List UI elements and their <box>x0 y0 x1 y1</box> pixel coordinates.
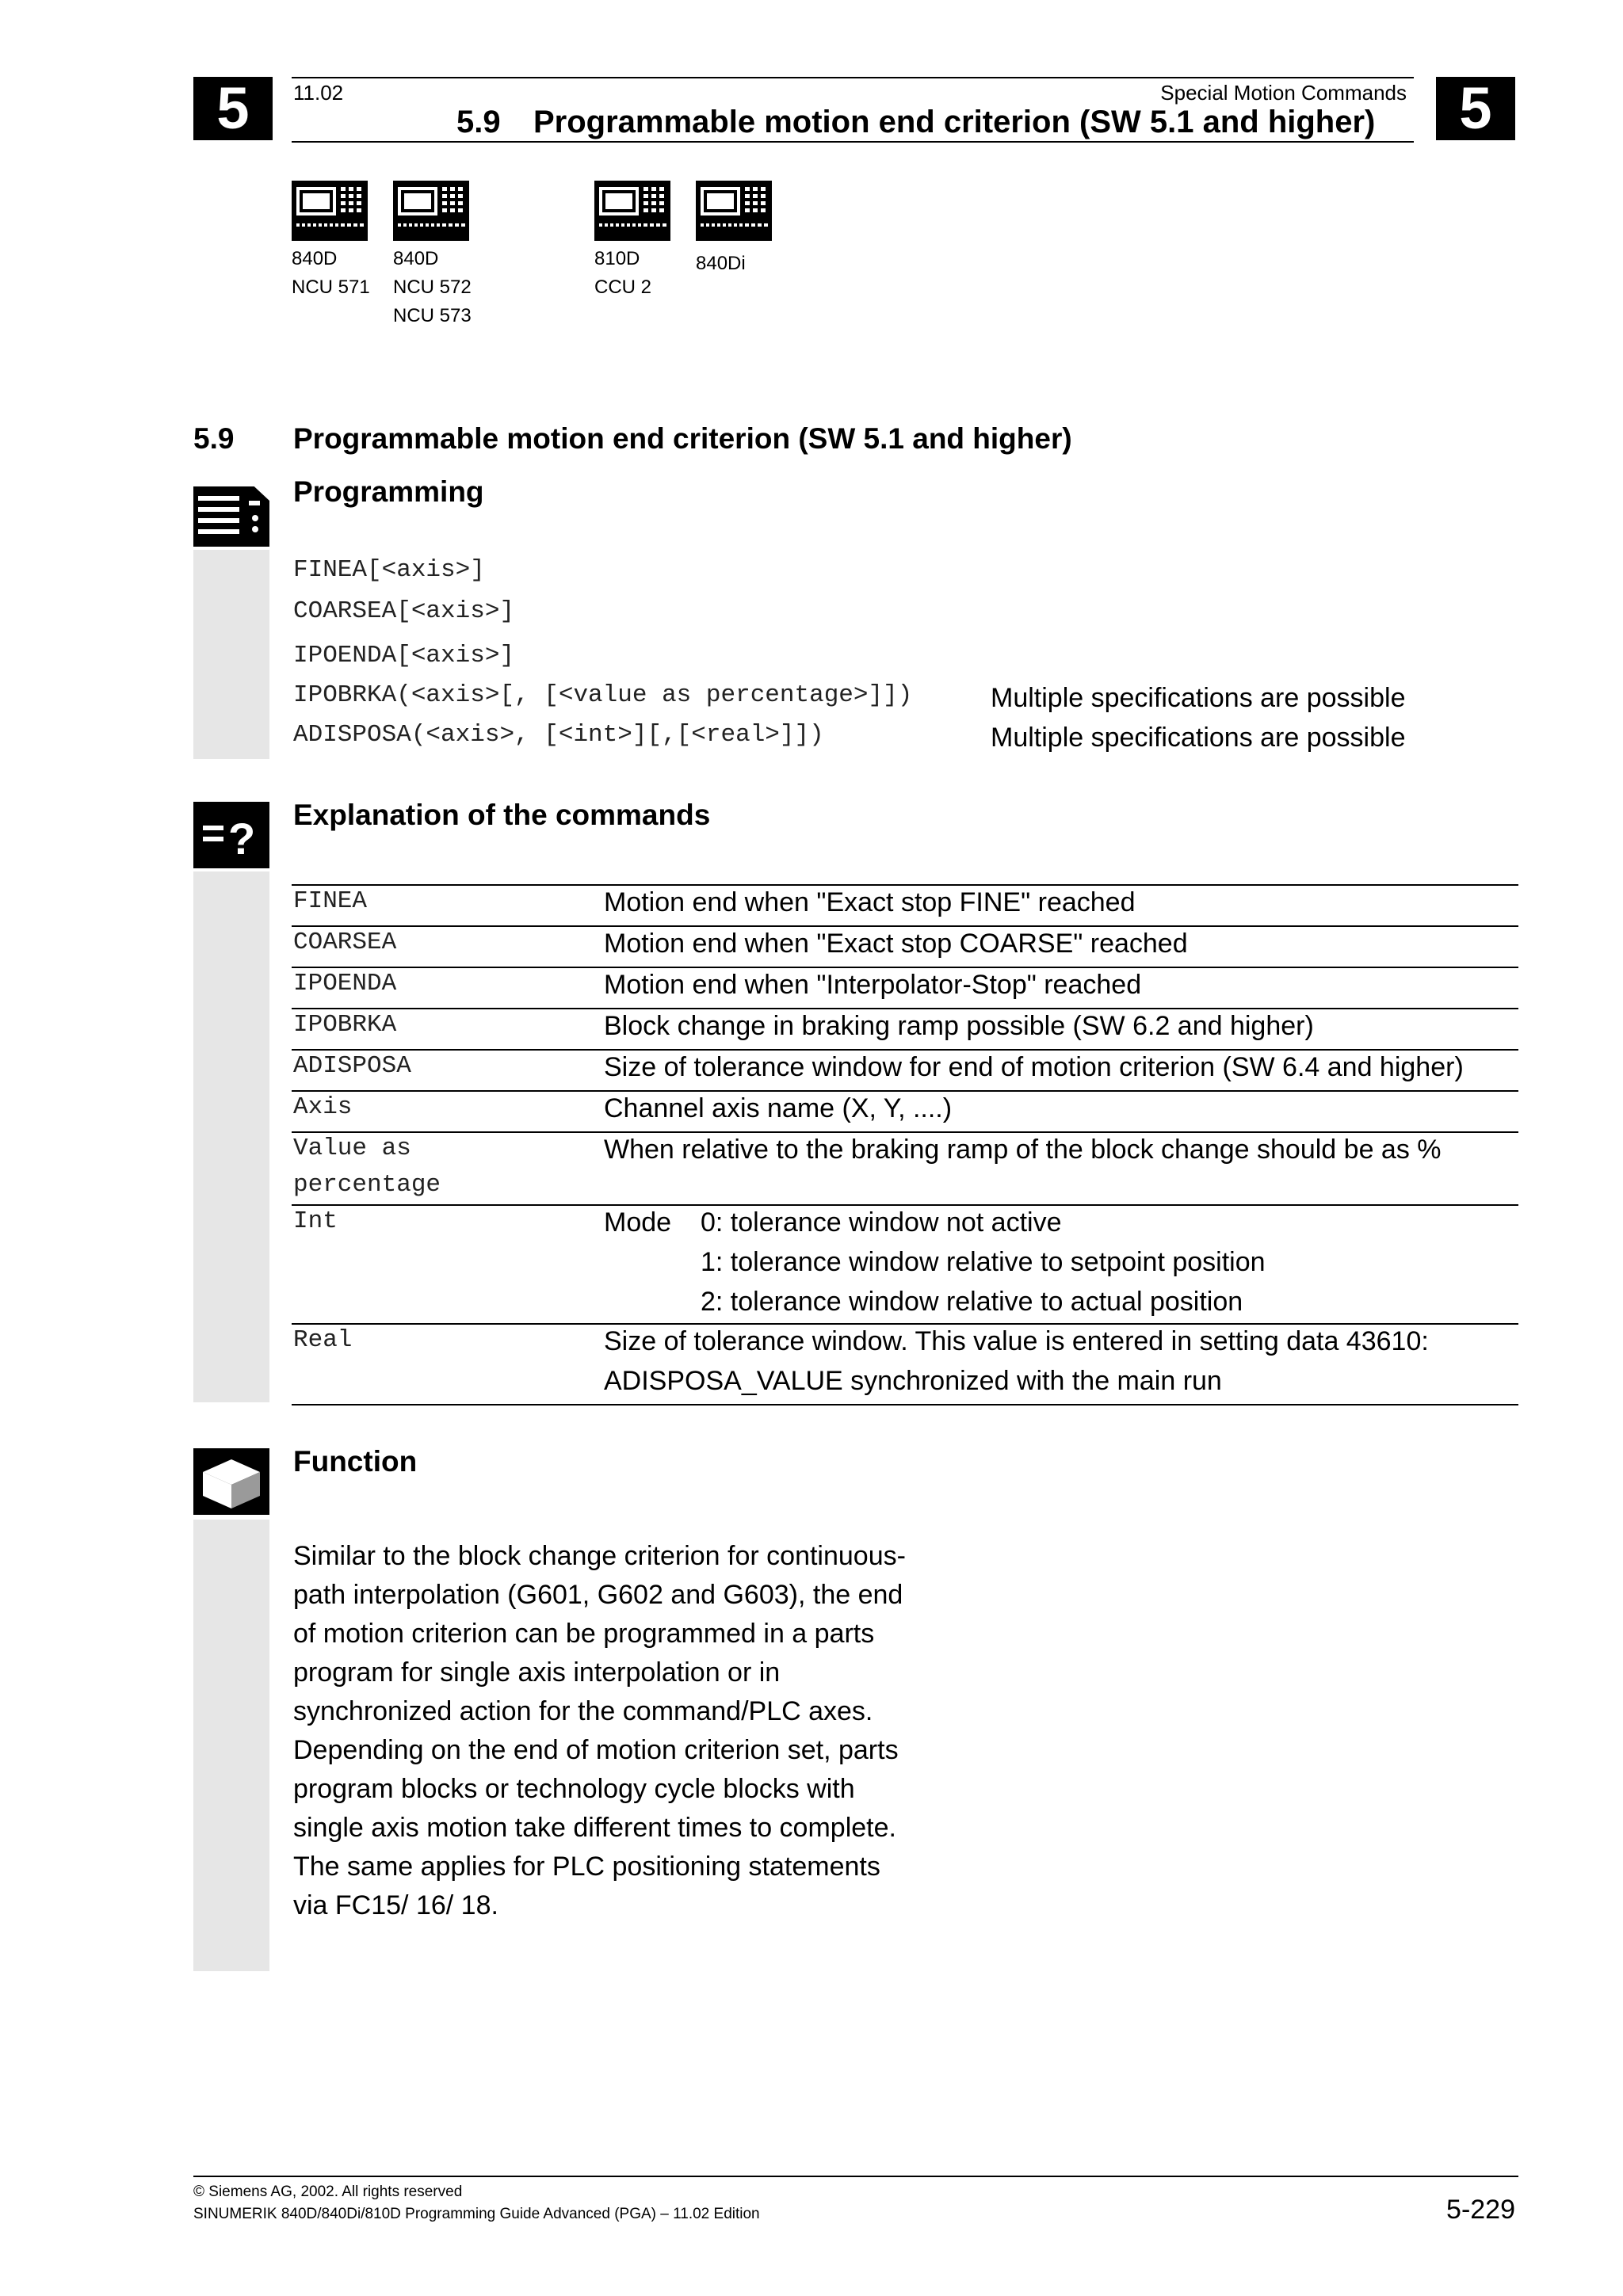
mode-option: 0: tolerance window not active <box>701 1207 1062 1238</box>
command-description: Size of tolerance window for end of motion criterion (SW 6.4 and higher) <box>604 1052 1464 1082</box>
command-description: Block change in braking ramp possible (SW 6.2 and higher) <box>604 1011 1314 1041</box>
mode-option: 2: tolerance window relative to actual position <box>701 1287 1243 1317</box>
function-text-line: path interpolation (G601, G602 and G603), the end <box>293 1580 903 1610</box>
table-rule <box>292 1204 1518 1206</box>
function-text-line: Similar to the block change criterion for continuous- <box>293 1541 906 1571</box>
command-term: FINEA <box>293 887 368 915</box>
header-bottom-rule <box>292 141 1414 143</box>
header-subtitle-number: 5.9 <box>456 105 501 139</box>
command-term: Int <box>293 1207 338 1235</box>
code-line-note: Multiple specifications are possible <box>991 723 1406 753</box>
footer-guide: SINUMERIK 840D/840Di/810D Programming Guide Advanced (PGA) – 11.02 Edition <box>193 2206 760 2222</box>
section-number: 5.9 <box>193 422 235 455</box>
explanation-margin-bar <box>193 871 269 1402</box>
section-title: Programmable motion end criterion (SW 5.1 and higher) <box>293 422 1072 455</box>
command-term: COARSEA <box>293 929 397 956</box>
control-unit-icon <box>292 181 368 241</box>
code-line-note: Multiple specifications are possible <box>991 683 1406 713</box>
function-text-line: program for single axis interpolation or in <box>293 1657 781 1688</box>
command-term: IPOENDA <box>293 970 397 997</box>
table-rule <box>292 925 1518 927</box>
header-subtitle: Programmable motion end criterion (SW 5.1 and higher) <box>533 105 1376 139</box>
svg-text:?: ? <box>228 814 256 864</box>
control-unit-label: CCU 2 <box>594 277 652 298</box>
function-text-line: of motion criterion can be programmed in a parts <box>293 1619 875 1649</box>
table-rule <box>292 1404 1518 1405</box>
command-description: Motion end when "Interpolator-Stop" reached <box>604 970 1142 1000</box>
command-term: Real <box>293 1326 353 1354</box>
control-unit-icon <box>696 181 772 241</box>
control-unit-label: NCU 573 <box>393 305 472 326</box>
control-unit-icon <box>393 181 469 241</box>
header-top-rule <box>292 77 1414 78</box>
command-description: Motion end when "Exact stop FINE" reached <box>604 887 1136 917</box>
table-rule <box>292 1090 1518 1092</box>
chapter-number: 5 <box>1459 75 1492 141</box>
function-text-line: program blocks or technology cycle blocks with <box>293 1774 855 1804</box>
command-description: When relative to the braking ramp of the block change should be as % <box>604 1135 1442 1165</box>
header-section-title: Special Motion Commands <box>1160 81 1407 105</box>
explanation-icon <box>193 802 269 868</box>
control-unit-label: 840Di <box>696 253 746 274</box>
command-description: Size of tolerance window. This value is entered in setting data 43610: <box>604 1326 1429 1356</box>
code-line: IPOBRKA(<axis>[, [<value as percentage>]]) <box>293 681 913 709</box>
table-rule <box>292 967 1518 968</box>
function-text-line: The same applies for PLC positioning statements <box>293 1852 880 1882</box>
control-unit-label: 810D <box>594 248 640 269</box>
table-rule <box>292 884 1518 886</box>
command-term: ADISPOSA <box>293 1052 411 1080</box>
chapter-number: 5 <box>216 75 250 141</box>
chapter-tab-left <box>193 77 273 140</box>
control-unit-label: 840D <box>393 248 439 269</box>
code-line: FINEA[<axis>] <box>293 556 485 584</box>
header-date: 11.02 <box>293 81 344 105</box>
control-unit-icon <box>594 181 670 241</box>
function-text-line: Depending on the end of motion criterion set, parts <box>293 1735 899 1765</box>
function-margin-bar <box>193 1520 269 1971</box>
chapter-tab-right <box>1436 77 1515 140</box>
table-rule <box>292 1323 1518 1325</box>
programming-heading: Programming <box>293 475 484 508</box>
code-line: IPOENDA[<axis>] <box>293 642 515 669</box>
table-rule <box>292 1049 1518 1051</box>
function-text-line: single axis motion take different times to complete. <box>293 1813 896 1843</box>
table-rule <box>292 1008 1518 1009</box>
control-unit-label: 840D <box>292 248 338 269</box>
command-description-continued: ADISPOSA_VALUE synchronized with the main run <box>604 1366 1222 1396</box>
command-description: Channel axis name (X, Y, ....) <box>604 1093 953 1123</box>
explanation-heading: Explanation of the commands <box>293 799 711 831</box>
code-line: COARSEA[<axis>] <box>293 597 515 625</box>
code-line: ADISPOSA(<axis>, [<int>][,[<real>]]) <box>293 721 824 749</box>
programming-icon <box>193 479 269 547</box>
function-text-line: synchronized action for the command/PLC axes. <box>293 1696 873 1726</box>
programming-margin-bar <box>193 550 269 759</box>
mode-label: Mode <box>604 1207 672 1238</box>
footer-page-number: 5-229 <box>1446 2195 1515 2225</box>
function-icon <box>193 1448 269 1515</box>
command-description: Motion end when "Exact stop COARSE" reached <box>604 929 1188 959</box>
control-unit-label: NCU 571 <box>292 277 370 298</box>
command-term: Axis <box>293 1093 353 1121</box>
footer-copyright: © Siemens AG, 2002. All rights reserved <box>193 2183 463 2200</box>
command-term-continued: percentage <box>293 1171 441 1199</box>
function-text-line: via FC15/ 16/ 18. <box>293 1890 498 1920</box>
function-paragraph <box>293 1537 906 1925</box>
function-heading: Function <box>293 1445 418 1478</box>
footer-rule <box>193 2176 1518 2177</box>
table-rule <box>292 1131 1518 1133</box>
command-term: IPOBRKA <box>293 1011 397 1039</box>
mode-option: 1: tolerance window relative to setpoint position <box>701 1247 1266 1277</box>
command-term: Value as <box>293 1135 411 1162</box>
control-unit-label: NCU 572 <box>393 277 472 298</box>
